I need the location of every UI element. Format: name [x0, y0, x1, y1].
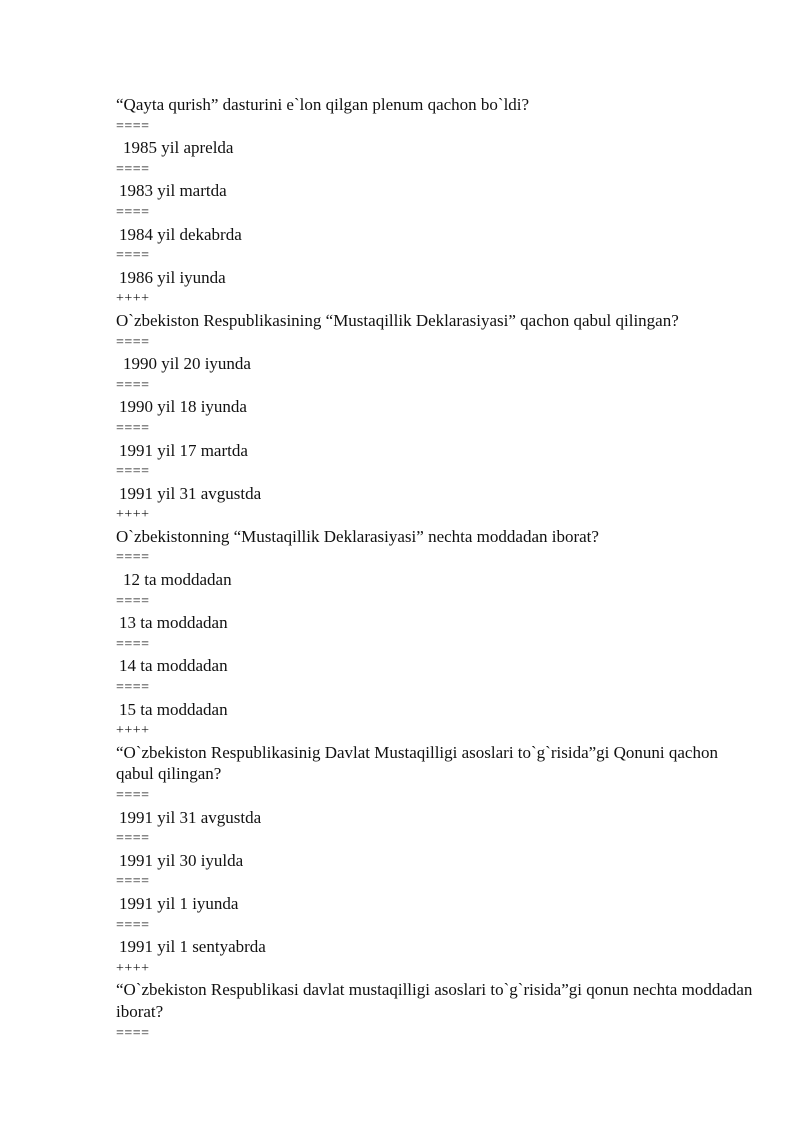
answer-separator: ==== — [116, 204, 150, 220]
question-separator: ++++ — [116, 960, 150, 976]
answer-option: 1991 yil 1 iyunda — [119, 893, 239, 913]
answer-option: 14 ta moddadan — [119, 656, 228, 676]
answer-separator: ==== — [116, 874, 150, 890]
answer-option: 13 ta moddadan — [119, 613, 228, 633]
answer-option: 12 ta moddadan — [123, 570, 232, 590]
document-page — [116, 94, 756, 1044]
answer-option: 1991 yil 30 iyulda — [119, 850, 244, 870]
answer-option: 1990 yil 18 iyunda — [119, 397, 247, 417]
answer-separator: ==== — [116, 377, 150, 393]
question-separator: ++++ — [116, 291, 150, 307]
answer-option: 1991 yil 31 avgustda — [119, 807, 262, 827]
question-block — [116, 526, 756, 742]
answer-option: 15 ta moddadan — [119, 699, 228, 719]
answer-separator: ==== — [116, 917, 150, 933]
answer-option: 1990 yil 20 iyunda — [123, 354, 251, 374]
answer-separator: ==== — [116, 464, 150, 480]
answer-option: 1991 yil 31 avgustda — [119, 483, 262, 503]
question-separator: ++++ — [116, 723, 150, 739]
answer-separator: ==== — [116, 248, 150, 264]
answer-separator: ==== — [116, 161, 150, 177]
answer-separator: ==== — [116, 118, 150, 134]
question-text: “O`zbekiston Respublikasi davlat mustaqilligi asoslari to`g`risida”gi qonun nechta moddadan iborat? — [116, 980, 753, 1021]
question-text: “Qayta qurish” dasturini e`lon qilgan plenum qachon bo`ldi? — [116, 95, 530, 114]
answer-option: 1991 yil 17 martda — [119, 440, 248, 460]
answer-option: 1983 yil martda — [119, 181, 227, 201]
answer-option: 1986 yil iyunda — [119, 267, 226, 287]
answer-separator: ==== — [116, 680, 150, 696]
answer-separator: ==== — [116, 420, 150, 436]
answer-separator: ==== — [116, 831, 150, 847]
answer-option: 1991 yil 1 sentyabrda — [119, 937, 266, 957]
answer-separator: ==== — [116, 593, 150, 609]
question-text: “O`zbekiston Respublikasinig Davlat Mustaqilligi asoslari to`g`risida”gi Qonuni qachon qabul qilingan? — [116, 742, 718, 784]
question-text: O`zbekiston Respublikasining “Mustaqillik Deklarasiyasi” qachon qabul qilingan? — [116, 310, 679, 330]
question-separator: ++++ — [116, 507, 150, 523]
question-block — [116, 310, 756, 526]
answer-separator: ==== — [116, 788, 150, 803]
answer-separator: ==== — [116, 550, 150, 566]
answer-separator: ==== — [116, 1025, 150, 1041]
question-block — [116, 979, 756, 1044]
answer-separator: ==== — [116, 334, 150, 350]
answer-option: 1985 yil aprelda — [123, 138, 234, 158]
question-block — [116, 94, 756, 310]
question-block — [116, 742, 756, 980]
answer-option: 1984 yil dekabrda — [119, 224, 242, 244]
question-text: O`zbekistonning “Mustaqillik Deklarasiyasi” nechta moddadan iborat? — [116, 526, 599, 546]
answer-separator: ==== — [116, 636, 150, 652]
